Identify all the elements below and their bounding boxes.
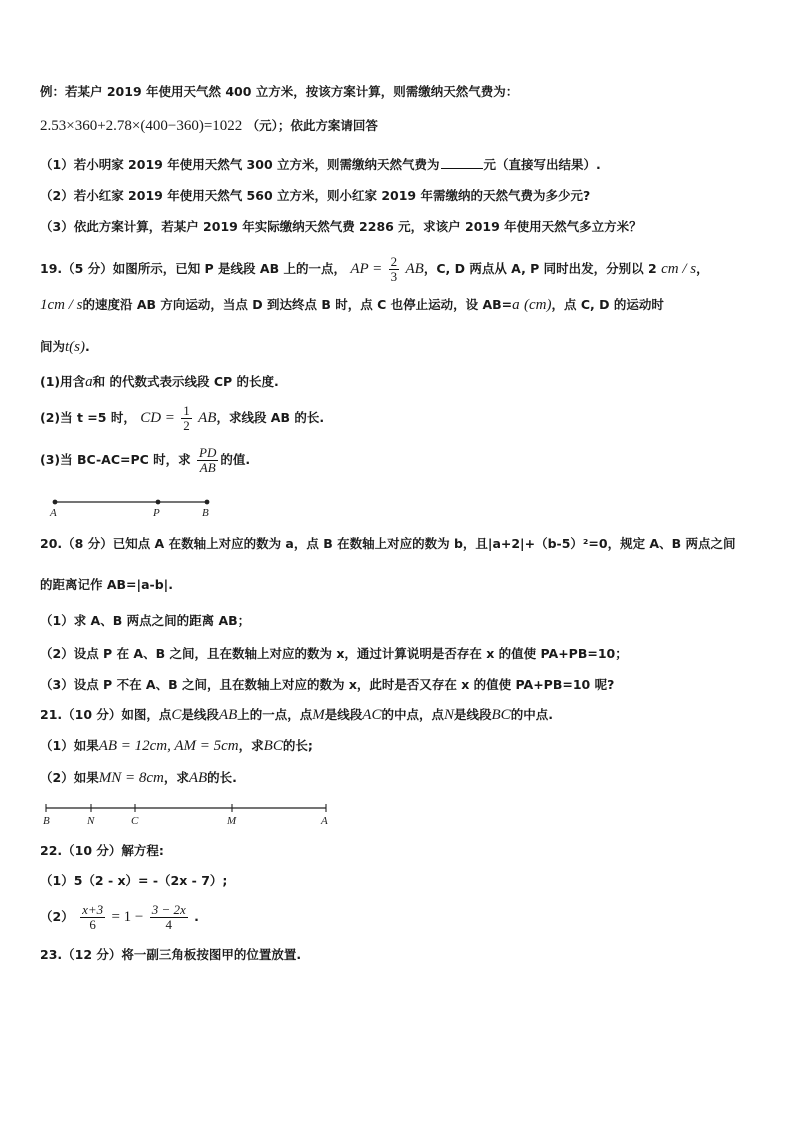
q19-label-p: P — [153, 507, 160, 519]
example-text: 例：若某户 2019 年使用天气然 400 立方米，按该方案计算，则需缴纳天然气费为： — [40, 84, 519, 99]
q19-cm: (cm) — [523, 297, 552, 313]
q18-part2: （2）若小红家 2019 年使用天然气 560 立方米，则小红家 2019 年需缴纳的天然气费为多少元? — [40, 188, 591, 203]
q19-sub1-text2: 和 的代数式表示线段 CP 的长度. — [92, 374, 279, 389]
q19-fraction-half: $\frac{1}{2}$ — [183, 403, 190, 433]
q21-part1-condition: AB = 12cm, AM = 5cm — [98, 738, 239, 754]
q19-sub2-text: (2)当 t =5 时， — [40, 410, 136, 425]
q21-label-b: B — [43, 815, 50, 827]
q22-line1: 22.（10 分）解方程: — [40, 843, 164, 858]
q22-part2: （2） $\frac{x+3}{6}$ = 1 − $\frac{3 - 2x}{4}$ . — [40, 902, 199, 932]
q19-period: . — [85, 339, 90, 354]
q21-label-c: C — [131, 815, 139, 827]
example-formula-tail: （元）；依此方案请回答 — [246, 118, 378, 133]
q20-line1: 20.（8 分）已知点 A 在数轴上对应的数为 a，点 B 在数轴上对应的数为 b，且|a+2|+（b-5）²=0，规定 A、B 两点之间 — [40, 536, 736, 551]
q22-fraction-left: $\frac{x+3}{6}$ — [82, 902, 104, 932]
q21-part2: （2）如果MN = 8cm，求AB的长. — [40, 770, 237, 786]
q19-sub2-text2: ，求线段 AB 的长. — [216, 410, 325, 425]
q19-sub3 — [40, 443, 764, 477]
q22-fraction-right: $\frac{3 - 2x}{4}$ — [151, 902, 186, 932]
q19-line2-text: 的速度沿 AB 方向运动，当点 D 到达终点 B 时，点 C 也停止运动，设 AB= — [82, 297, 513, 312]
q19-sub1 — [40, 373, 764, 391]
q19-fraction-pd-ab: $\frac{PD}{AB}$ — [199, 445, 217, 475]
q19-sub3-text2: 的值. — [220, 452, 251, 467]
q18-part1 — [40, 156, 764, 174]
q19-var-a: a — [512, 297, 520, 313]
q19-ab: AB — [405, 261, 424, 277]
q19-label-a: A — [50, 507, 57, 519]
q19-sub2 — [40, 402, 764, 434]
q21-label-a: A — [321, 815, 328, 827]
q19-line1-text2: ，C, D 两点从 A, P 同时出发，分别以 2 — [423, 261, 657, 276]
q19-unit: cm / s — [661, 261, 697, 277]
q19-ap: AP = — [350, 261, 383, 277]
q18-part1-tail: 元（直接写出结果）. — [483, 157, 601, 172]
q19-line2-text2: ，点 C, D 的运动时 — [551, 297, 664, 312]
q21-line1: 21.（10 分）如图，点C是线段AB上的一点，点M是线段AC的中点，点N是线段BC的中点. — [40, 707, 553, 723]
q20-part3: （3）设点 P 不在 A、B 之间，且在数轴上对应的数为 x，此时是否又存在 x 的值使 PA+PB=10 呢? — [40, 677, 615, 692]
example-formula: 2.53×360+2.78×(400−360)=1022 — [40, 118, 243, 134]
q20-part1: （1）求 A、B 两点之间的距离 AB； — [40, 613, 251, 628]
q19-fraction-two-thirds: $\frac{2}{3}$ — [390, 254, 398, 284]
q19-sub2-ab: AB — [198, 410, 217, 426]
q19-t: t(s) — [65, 339, 86, 355]
q21-part2-condition: MN = 8cm — [98, 770, 164, 786]
q19-segment-figure — [45, 494, 225, 520]
q19-line3-text: 间为 — [40, 339, 66, 354]
q19-line3 — [40, 338, 764, 356]
q19-comma: ， — [696, 261, 709, 276]
q22-equals: = 1 − — [111, 909, 144, 925]
q19-line1-text: 19.（5 分）如图所示，已知 P 是线段 AB 上的一点， — [40, 261, 346, 276]
q19-unit2: 1cm / s — [40, 297, 83, 313]
answer-blank[interactable] — [441, 168, 483, 169]
q21-label-m: M — [227, 815, 237, 827]
q19-line2 — [40, 296, 764, 314]
q21-segment-figure — [42, 800, 334, 828]
q19-sub1-var: a — [85, 374, 93, 390]
q21-label-n: N — [87, 815, 95, 827]
q18-part3: （3）依此方案计算，若某户 2019 年实际缴纳天然气费 2286 元，求该户 2019 年使用天然气多立方米？ — [40, 219, 642, 234]
q20-part2: （2）设点 P 在 A、B 之间，且在数轴上对应的数为 x，通过计算说明是否存在 x 的值使 PA+PB=10； — [40, 646, 628, 661]
q23-line1: 23.（12 分）将一副三角板按图甲的位置放置. — [40, 947, 302, 962]
q19-line1 — [40, 255, 764, 284]
q19-label-b: B — [202, 507, 209, 519]
q19-sub3-text: (3)当 BC-AC=PC 时，求 — [40, 452, 191, 467]
example-formula-line — [40, 117, 764, 135]
q19-cd: CD = — [140, 410, 175, 426]
q20-line2: 的距离记作 AB=|a-b|. — [40, 577, 173, 592]
q18-part1-text: （1）若小明家 2019 年使用天然气 300 立方米，则需缴纳天然气费为 — [40, 157, 440, 172]
q19-sub1-text: (1)用含 — [40, 374, 86, 389]
q21-part1: （1）如果AB = 12cm, AM = 5cm，求BC的长; — [40, 738, 313, 754]
q22-part1: （1）5（2 - x）= -（2x - 7）; — [40, 873, 228, 888]
